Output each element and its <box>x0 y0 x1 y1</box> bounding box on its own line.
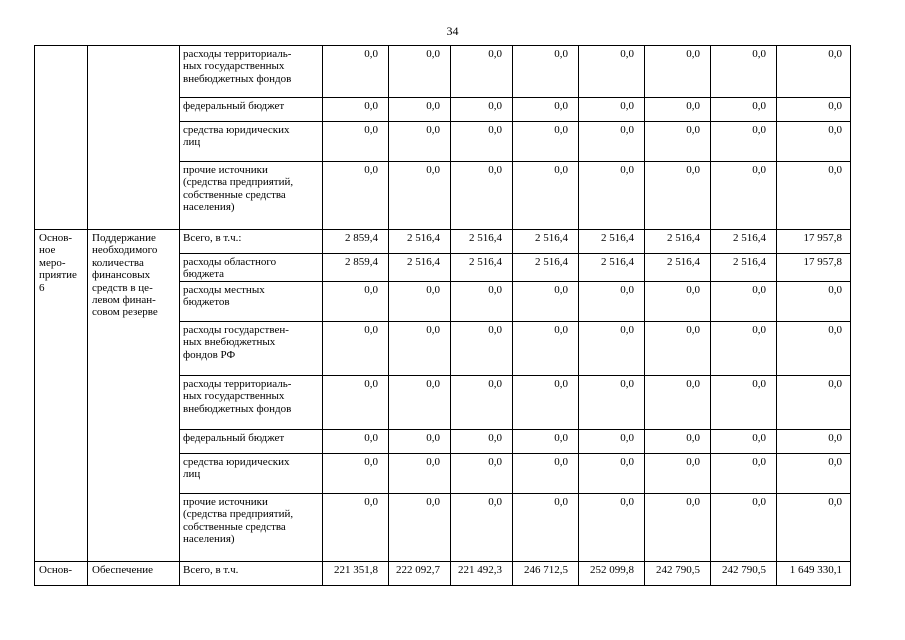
year-value-cell: 0,0 <box>451 162 513 230</box>
year-value-cell: 0,0 <box>513 162 579 230</box>
year-value-cell: 0,0 <box>513 375 579 429</box>
year-value-cell: 0,0 <box>579 122 645 162</box>
year-value-cell: 0,0 <box>645 429 711 453</box>
year-value-cell: 2 516,4 <box>645 254 711 282</box>
year-value-cell: 0,0 <box>645 46 711 98</box>
year-value-cell: 0,0 <box>645 281 711 321</box>
table-row <box>35 46 851 98</box>
total-value-cell: 0,0 <box>777 281 851 321</box>
description-cell <box>88 46 180 230</box>
year-value-cell: 0,0 <box>451 281 513 321</box>
year-value-cell: 0,0 <box>513 321 579 375</box>
funding-source-cell: расходы местных бюджетов <box>180 281 323 321</box>
funding-source-cell: прочие источники (средства предприятий, собственные средства населения) <box>180 162 323 230</box>
year-value-cell: 0,0 <box>579 375 645 429</box>
description-cell: Обеспечение <box>88 561 180 585</box>
year-value-cell: 0,0 <box>513 122 579 162</box>
funding-source-cell: средства юридических лиц <box>180 453 323 493</box>
year-value-cell: 0,0 <box>513 493 579 561</box>
year-value-cell: 0,0 <box>645 122 711 162</box>
year-value-cell: 2 516,4 <box>389 230 451 254</box>
year-value-cell: 0,0 <box>323 493 389 561</box>
year-value-cell: 0,0 <box>579 429 645 453</box>
funding-source-cell: Всего, в т.ч. <box>180 561 323 585</box>
year-value-cell: 0,0 <box>451 98 513 122</box>
year-value-cell: 0,0 <box>579 453 645 493</box>
year-value-cell: 0,0 <box>323 375 389 429</box>
event-cell: Основ- ное меро- приятие 6 <box>35 230 88 562</box>
year-value-cell: 0,0 <box>323 453 389 493</box>
total-value-cell: 0,0 <box>777 46 851 98</box>
year-value-cell: 2 859,4 <box>323 230 389 254</box>
funding-source-cell: расходы территориаль- ных государственных внебюджетных фондов <box>180 46 323 98</box>
funding-source-cell: расходы государствен- ных внебюджетных фондов РФ <box>180 321 323 375</box>
year-value-cell: 0,0 <box>323 281 389 321</box>
total-value-cell: 1 649 330,1 <box>777 561 851 585</box>
year-value-cell: 0,0 <box>711 321 777 375</box>
year-value-cell: 2 516,4 <box>711 230 777 254</box>
funding-source-cell: федеральный бюджет <box>180 429 323 453</box>
year-value-cell: 242 790,5 <box>711 561 777 585</box>
year-value-cell: 0,0 <box>645 375 711 429</box>
year-value-cell: 0,0 <box>513 98 579 122</box>
year-value-cell: 2 516,4 <box>579 254 645 282</box>
year-value-cell: 0,0 <box>579 281 645 321</box>
year-value-cell: 0,0 <box>451 122 513 162</box>
year-value-cell: 0,0 <box>451 453 513 493</box>
year-value-cell: 2 859,4 <box>323 254 389 282</box>
table-row <box>35 230 851 254</box>
year-value-cell: 0,0 <box>711 162 777 230</box>
funding-source-cell: федеральный бюджет <box>180 98 323 122</box>
funding-source-cell: прочие источники (средства предприятий, собственные средства населения) <box>180 493 323 561</box>
year-value-cell: 0,0 <box>389 493 451 561</box>
year-value-cell: 0,0 <box>451 429 513 453</box>
budget-table <box>34 45 851 586</box>
year-value-cell: 2 516,4 <box>389 254 451 282</box>
total-value-cell: 0,0 <box>777 453 851 493</box>
page-number: 34 <box>446 24 459 38</box>
year-value-cell: 0,0 <box>513 429 579 453</box>
year-value-cell: 0,0 <box>711 493 777 561</box>
year-value-cell: 2 516,4 <box>451 254 513 282</box>
total-value-cell: 0,0 <box>777 375 851 429</box>
event-cell: Основ- <box>35 561 88 585</box>
total-value-cell: 0,0 <box>777 122 851 162</box>
year-value-cell: 0,0 <box>389 453 451 493</box>
year-value-cell: 0,0 <box>451 46 513 98</box>
year-value-cell: 0,0 <box>579 46 645 98</box>
year-value-cell: 0,0 <box>389 429 451 453</box>
year-value-cell: 0,0 <box>711 281 777 321</box>
year-value-cell: 2 516,4 <box>451 230 513 254</box>
year-value-cell: 0,0 <box>451 321 513 375</box>
year-value-cell: 0,0 <box>711 46 777 98</box>
year-value-cell: 0,0 <box>389 162 451 230</box>
description-cell: Поддержание необходимого количества финансовых средств в це- левом финан- совом резерве <box>88 230 180 562</box>
year-value-cell: 2 516,4 <box>513 254 579 282</box>
year-value-cell: 0,0 <box>645 98 711 122</box>
year-value-cell: 221 351,8 <box>323 561 389 585</box>
funding-source-cell: расходы областного бюджета <box>180 254 323 282</box>
year-value-cell: 0,0 <box>389 46 451 98</box>
year-value-cell: 2 516,4 <box>579 230 645 254</box>
funding-source-cell: средства юридических лиц <box>180 122 323 162</box>
funding-source-cell: Всего, в т.ч.: <box>180 230 323 254</box>
year-value-cell: 0,0 <box>389 122 451 162</box>
year-value-cell: 221 492,3 <box>451 561 513 585</box>
year-value-cell: 0,0 <box>711 375 777 429</box>
funding-source-cell: расходы территориаль- ных государственных внебюджетных фондов <box>180 375 323 429</box>
year-value-cell: 2 516,4 <box>513 230 579 254</box>
total-value-cell: 0,0 <box>777 321 851 375</box>
total-value-cell: 0,0 <box>777 493 851 561</box>
year-value-cell: 0,0 <box>579 98 645 122</box>
year-value-cell: 0,0 <box>579 321 645 375</box>
total-value-cell: 17 957,8 <box>777 254 851 282</box>
year-value-cell: 0,0 <box>645 493 711 561</box>
year-value-cell: 0,0 <box>323 162 389 230</box>
year-value-cell: 0,0 <box>711 429 777 453</box>
year-value-cell: 0,0 <box>513 46 579 98</box>
year-value-cell: 0,0 <box>323 98 389 122</box>
year-value-cell: 0,0 <box>513 281 579 321</box>
year-value-cell: 0,0 <box>711 122 777 162</box>
year-value-cell: 222 092,7 <box>389 561 451 585</box>
year-value-cell: 0,0 <box>451 375 513 429</box>
year-value-cell: 0,0 <box>645 162 711 230</box>
event-cell <box>35 46 88 230</box>
year-value-cell: 252 099,8 <box>579 561 645 585</box>
year-value-cell: 0,0 <box>579 162 645 230</box>
total-value-cell: 0,0 <box>777 429 851 453</box>
year-value-cell: 242 790,5 <box>645 561 711 585</box>
year-value-cell: 0,0 <box>323 429 389 453</box>
year-value-cell: 0,0 <box>323 122 389 162</box>
year-value-cell: 0,0 <box>323 321 389 375</box>
year-value-cell: 0,0 <box>389 281 451 321</box>
year-value-cell: 246 712,5 <box>513 561 579 585</box>
year-value-cell: 0,0 <box>389 98 451 122</box>
year-value-cell: 0,0 <box>513 453 579 493</box>
year-value-cell: 0,0 <box>645 321 711 375</box>
total-value-cell: 0,0 <box>777 162 851 230</box>
year-value-cell: 2 516,4 <box>711 254 777 282</box>
year-value-cell: 0,0 <box>711 98 777 122</box>
year-value-cell: 0,0 <box>579 493 645 561</box>
year-value-cell: 2 516,4 <box>645 230 711 254</box>
total-value-cell: 17 957,8 <box>777 230 851 254</box>
year-value-cell: 0,0 <box>389 375 451 429</box>
year-value-cell: 0,0 <box>389 321 451 375</box>
table-row <box>35 561 851 585</box>
year-value-cell: 0,0 <box>323 46 389 98</box>
year-value-cell: 0,0 <box>711 453 777 493</box>
total-value-cell: 0,0 <box>777 98 851 122</box>
year-value-cell: 0,0 <box>451 493 513 561</box>
year-value-cell: 0,0 <box>645 453 711 493</box>
